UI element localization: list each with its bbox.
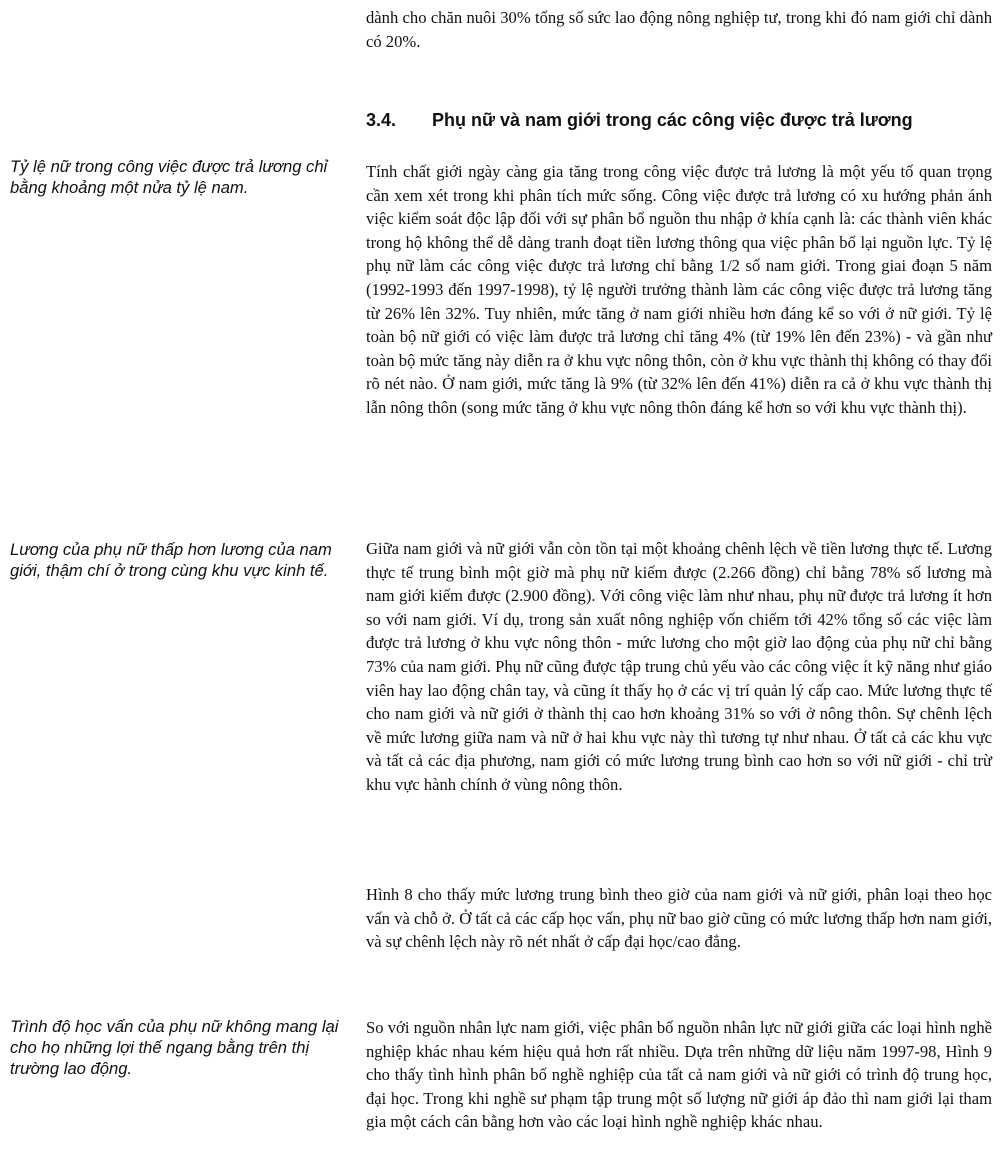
section-title: Phụ nữ và nam giới trong các công việc được trả lương [432,110,913,130]
sidenote-education: Trình độ học vấn của phụ nữ không mang lại cho họ những lợi thế ngang bằng trên thị trường lao động. [10,1017,339,1078]
paragraph-paid-work: Tính chất giới ngày càng gia tăng trong công việc được trả lương là một yếu tố quan trọng cần xem xét trong khi phân tích mức sống. Công việc được trả lương có xu hướng phản ánh việc kiểm soát độc lập đối với sự phân bổ nguồn thu nhập ở khía cạnh là: các thành viên khác trong hộ không thể dễ dàng tranh đoạt tiền lương thông qua việc phân bổ lại nguồn lực. Tỷ lệ phụ nữ làm các công việc được trả lương chỉ bằng 1/2 số nam giới. Trong giai đoạn 5 năm (1992-1993 đến 1997-1998), tỷ lệ người trưởng thành làm các công việc được trả lương tăng từ 26% lên 32%. Tuy nhiên, mức tăng ở nam giới nhiều hơn đáng kể so với ở nữ giới. Tỷ lệ toàn bộ nữ giới có việc làm được trả lương chỉ tăng 4% (từ 19% lên đến 23%) - và gần như toàn bộ mức tăng này diễn ra ở khu vực nông thôn, còn ở khu vực thành thị không có thay đổi rõ nét nào. Ở nam giới, mức tăng là 9% (từ 32% lên đến 41%) diễn ra cả ở khu vực thành thị lẫn nông thôn (song mức tăng ở khu vực nông thôn đáng kể hơn so với khu vực thành thị). [366,162,992,417]
sidenote-wage-gap: Lương của phụ nữ thấp hơn lương của nam giới, thậm chí ở trong cùng khu vực kinh tế. [10,540,332,580]
section-number: 3.4. [366,110,397,130]
paragraph-occupation: So với nguồn nhân lực nam giới, việc phân bố nguồn nhân lực nữ giới giữa các loại hình nghề nghiệp khác nhau kém hiệu quả hơn rất nhiều. Dựa trên những dữ liệu năm 1997-98, Hình 9 cho thấy tình hình phân bố nghề nghiệp của tất cả nam giới và nữ giới có trình độ trung học, đại học. Trong khi nghề sư phạm tập trung một số lượng nữ giới áp đảo thì nam giới lại tham gia một cách cân bằng hơn vào các loại hình nghề nghiệp khác nhau. [366,1018,992,1132]
sidenote-paid-work-ratio: Tỷ lệ nữ trong công việc được trả lương chỉ bằng khoảng một nửa tỷ lệ nam. [10,157,328,197]
section-heading [366,108,992,132]
paragraph-wage-gap: Giữa nam giới và nữ giới vẫn còn tồn tại một khoảng chênh lệch về tiền lương thực tế. Lương thực tế trung bình một giờ mà phụ nữ kiếm được (2.266 đồng) chỉ bằng 78% số lương mà nam giới kiếm được (2.900 đồng). Với công việc làm như nhau, phụ nữ được trả lương ít hơn so với nam giới. Ví dụ, trong sản xuất nông nghiệp vốn chiếm tới 42% tổng số các việc làm được trả lương ở khu vực nông thôn - mức lương cho một giờ lao động của phụ nữ chỉ bằng 73% của nam giới. Phụ nữ cũng được tập trung chủ yếu vào các công việc ít kỹ năng như giáo viên hay lao động chân tay, và cũng ít thấy họ ở các vị trí quản lý cấp cao. Mức lương thực tế cho nam giới và nữ giới ở thành thị cao hơn khoảng 31% so với ở nông thôn. Sự chênh lệch về mức lương giữa nam và nữ ở hai khu vực này thì tương tự như nhau. Ở tất cả các khu vực và tất cả các địa phương, nam giới có mức lương trung bình cao hơn so với nữ giới - chỉ trừ khu vực hành chính ở vùng nông thôn. [366,539,992,794]
intro-paragraph: dành cho chăn nuôi 30% tổng số sức lao động nông nghiệp tư, trong khi đó nam giới chỉ dành có 20%. [366,8,992,51]
paragraph-figure-8: Hình 8 cho thấy mức lương trung bình theo giờ của nam giới và nữ giới, phân loại theo học vấn và chỗ ở. Ở tất cả các cấp học vấn, phụ nữ bao giờ cũng có mức lương thấp hơn nam giới, và sự chênh lệch này rõ nét nhất ở cấp đại học/cao đẳng. [366,885,992,952]
